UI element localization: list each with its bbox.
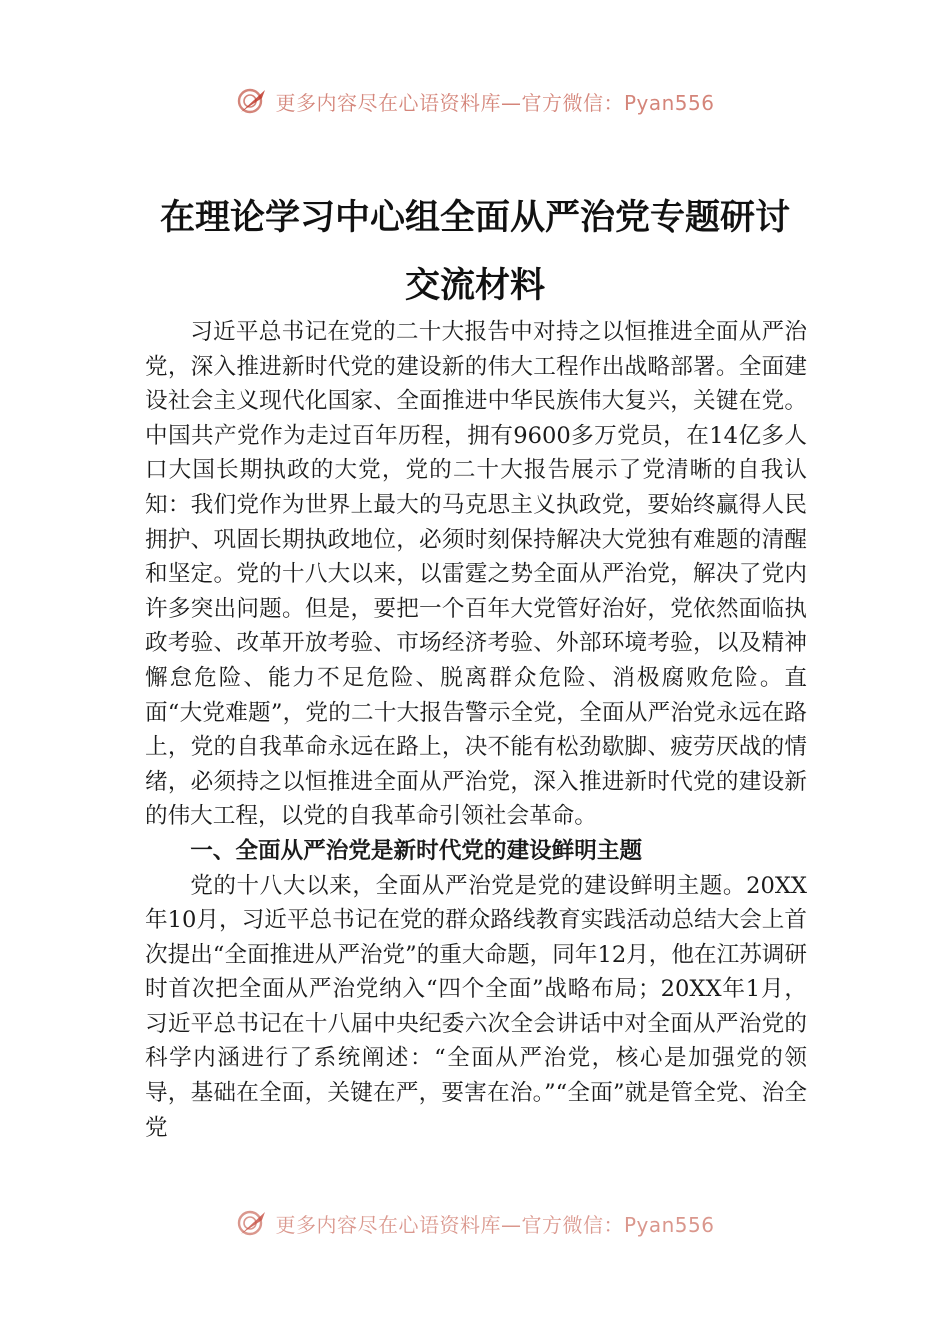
pen-nib-logo-icon: [235, 86, 269, 116]
header-watermark: [0, 86, 950, 116]
document-title-line-1: 在理论学习中心组全面从严治党专题研讨: [159, 197, 790, 238]
pen-nib-logo-icon: [235, 1208, 269, 1238]
document-title-line-2: 交流材料: [404, 265, 545, 306]
document-body: [145, 315, 807, 1145]
body-paragraph-1: 习近平总书记在党的二十大报告中对持之以恒推进全面从严治党，深入推进新时代党的建设新的伟大工程作出战略部署。全面建设社会主义现代化国家、全面推进中华民族伟大复兴，关键在党。中国共产党作为走过百年历程，拥有9600多万党员，在14亿多人口大国长期执政的大党，党的二十大报告展示了党清晰的自我认知：我们党作为世界上最大的马克思主义执政党，要始终赢得人民拥护、巩固长期执政地位，必须时刻保持解决大党独有难题的清醒和坚定。党的十八大以来，以雷霆之势全面从严治党，解决了党内许多突出问题。但是，要把一个百年大党管好治好，党依然面临执政考验、改革开放考验、市场经济考验、外部环境考验，以及精神懈怠危险、能力不足危险、脱离群众危险、消极腐败危险。直面“大党难题”，党的二十大报告警示全党，全面从严治党永远在路上，党的自我革命永远在路上，决不能有松劲歇脚、疲劳厌战的情绪，必须持之以恒推进全面从严治党，深入推进新时代党的建设新的伟大工程，以党的自我革命引领社会革命。: [145, 319, 807, 830]
watermark-text: 更多内容尽在心语资料库—官方微信：Pyan556: [275, 1212, 715, 1237]
section-heading-1: 一、全面从严治党是新时代党的建设鲜明主题: [190, 837, 643, 864]
watermark-text: 更多内容尽在心语资料库—官方微信：Pyan556: [275, 90, 715, 115]
body-paragraph-2: 党的十八大以来，全面从严治党是党的建设鲜明主题。20XX年10月，习近平总书记在党的群众路线教育实践活动总结大会上首次提出“全面推进从严治党”的重大命题，同年12月，他在江苏调研时首次把全面从严治党纳入“四个全面”战略布局；20XX年1月，习近平总书记在十八届中央纪委六次全会讲话中对全面从严治党的科学内涵进行了系统阐述：“全面从严治党，核心是加强党的领导，基础在全面，关键在严，要害在治。”“全面”就是管全党、治全党: [145, 872, 807, 1141]
footer-watermark: [0, 1208, 950, 1238]
